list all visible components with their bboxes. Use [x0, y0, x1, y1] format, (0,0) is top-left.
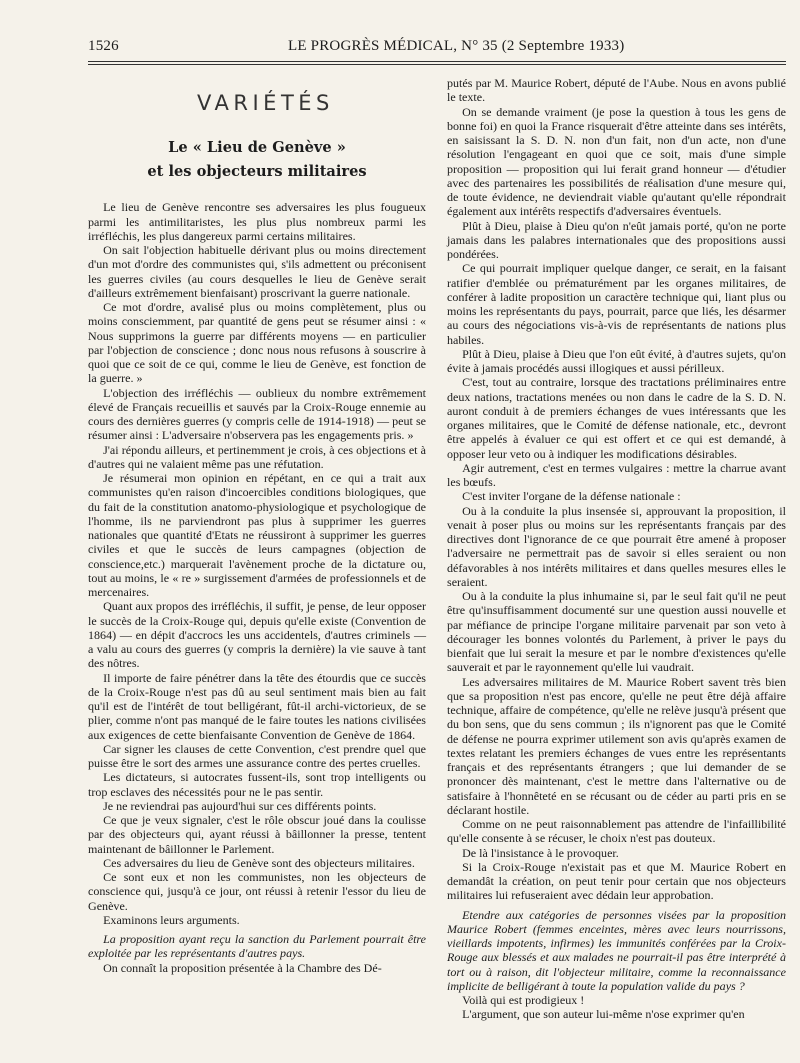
section-title: VARIÉTÉS — [197, 91, 334, 115]
paragraph: Ce mot d'ordre, avalisé plus ou moins complètement, plus ou moins consciemment, par quantité de gens peut se résumer ainsi : « Nous supprimons la guerre par différents moyens — en particulier par l'objection de conscience ; donc nous nous refusons à souscrire à quoi que ce soit de ce qui, comme le lieu de Genève, est fonction de la guerre. » — [88, 300, 426, 386]
paragraph: C'est inviter l'organe de la défense nationale : — [462, 489, 681, 504]
paragraph: Ou à la conduite la plus inhumaine si, par le seul fait qu'il ne peut être qu'insuffisamment documenté sur une question aussi nouvelle et par méfiance de principe l'organe militaire parvenait par son veto à décourager les bonnes volontés du Parlement, à priver le pays du bienfait que lui serait la mesure et par le nombre d'existences qu'elle sauverait et par le rayonnement qu'elle lui vaudrait. — [447, 589, 786, 675]
paragraph: Ou à la conduite la plus insensée si, approuvant la proposition, il venait à poser plus ou moins sur les représentants français par des directives dont l'ignorance de ce que pourrait être amené à proposer l'adversaire ne permettrait pas de savoir si elles seraient ou non défavorables à nos intérêts militaires et dans quelles mesures elles le seraient. — [447, 503, 786, 589]
paragraph: Etendre aux catégories de personnes visées par la proposition Maurice Robert (femmes enceintes, mères avec leurs nourrissons, vieillards impotents, infirmes) les immunités conférées par la Croix-Rouge aux blessés et aux malades ne pourrait-il pas être interprété à tort ou à raison, dit l'objecteur militaire, comme la reconnaissance implicite de belligérant à toute la population valide du pays ? — [447, 907, 786, 993]
paragraph: Ce que je veux signaler, c'est le rôle obscur joué dans la coulisse par des objecteurs qui, ayant réussi à bâillonner la presse, tentent maintenant de bâillonner le Parlement. — [88, 813, 426, 856]
page-number: 1526 — [88, 38, 119, 54]
paragraph: Plût à Dieu, plaise à Dieu qu'on n'eût jamais porté, qu'on ne porte jamais dans les palabres internationales que des propositions aussi pondérées. — [447, 218, 786, 261]
header-rule-bottom — [88, 64, 786, 65]
paragraph: Si la Croix-Rouge n'existait pas et que M. Maurice Robert en demandât la création, on peut tenir pour certain que nos objecteurs militaires lui refuseraient avec dédain leur approbation. — [447, 859, 786, 903]
paragraph: Ces adversaires du lieu de Genève sont des objecteurs militaires. — [103, 855, 415, 870]
article-title-line-2: et les objecteurs militaires — [147, 163, 367, 181]
paragraph: Agir autrement, c'est en termes vulgaires : mettre la charrue avant les bœufs. — [447, 460, 786, 489]
paragraph: Comme on ne peut raisonnablement pas attendre de l'infaillibilité qu'elle consente à se récuser, le choix n'est pas douteux. — [447, 817, 786, 846]
paragraph: Je résumerai mon opinion en répétant, en ce qui a trait aux communistes qu'en raison d'incoercibles conditions biologiques, que du fait de la constitution anatomo-physiologique et psychologique de l'homme, ils ne parviendront pas plus à supprimer les guerres nationales que quantité d'Etats ne réussiront à supprimer les guerres civiles et que le succès de leurs campagnes (objection de conscience,etc.) marquerait l'avènement proche de la dictature ou, tout au moins, le « re » surgissement d'armées de professionnels et de mercenaires. — [88, 471, 426, 599]
paragraph: Les adversaires militaires de M. Maurice Robert savent très bien que sa proposition n'est pas encore, qu'elle ne peut être déjà affaire technique, affaire de compétence, qu'elle ne relève jusqu'à présent que du bon sens, que du sens commun ; ils n'ignorent pas que le Comité de défense ne pourra exprimer utilement son avis qu'après examen de textes relatant les premiers échanges de vues entre les représentants français et des représentants étrangers ; que lui demander de se prononcer dès maintenant, c'est le mettre dans l'alternative ou de satisfaire à l'honnêteté en se récusant ou de céder au parti pris en se déclarant hostile. — [447, 674, 786, 817]
paragraph: L'argument, que son auteur lui-même n'ose exprimer qu'en — [462, 1007, 745, 1022]
article-title-line-1: Le « Lieu de Genève » — [168, 139, 346, 157]
paragraph: Le lieu de Genève rencontre ses adversaires les plus fougueux parmi les antimilitaristes, les plus plus nombreux parmi les irréfléchis, les plus dangereux parmi certains militaires. — [88, 200, 426, 243]
paragraph: Il importe de faire pénétrer dans la tête des étourdis que ce succès de la Croix-Rouge n'est pas dû au seul sentiment mais bien au fait qu'il est de l'intérêt de tout belligérant, fût-il archi-victorieux, de se plier, comme n'ont pas manqué de le faire toutes les nations civilisées aux exigences de cette bienfaisante Convention de Genève de 1864. — [88, 670, 426, 742]
paragraph: La proposition ayant reçu la sanction du Parlement pourrait être exploitée par les représentants d'autres pays. — [88, 932, 426, 961]
right-column — [447, 76, 786, 1022]
paragraph: C'est, tout au contraire, lorsque des tractations préliminaires entre deux nations, tractations menées ou non dans le cadre de la S. D. N. auront conduit à de premiers échanges de vues intéressants que les organes militaires, que le Comité de défense nationale, etc., devront être appelés à évaluer ce qui est offert et ce qui est demandé, à opposer leur veto ou à indiquer les modifications désirables. — [447, 375, 786, 461]
paragraph: De là l'insistance à le provoquer. — [462, 845, 619, 860]
journal-title: LE PROGRÈS MÉDICAL, N° 35 (2 Septembre 1933) — [288, 38, 625, 54]
paragraph: Les dictateurs, si autocrates fussent-ils, sont trop intelligents ou trop esclaves des nécessités pour ne le pas sentir. — [88, 770, 426, 799]
paragraph: On sait l'objection habituelle dérivant plus ou moins directement d'un mot d'ordre des communistes qui, s'ils admettent ou préconisent les guerres civiles (au cours desquelles le lieu de Genève serait d'ailleurs extrêmement bienfaisant) proscrivant la guerre nationale. — [88, 243, 426, 300]
paragraph: Ce sont eux et non les communistes, non les objecteurs de conscience qui, jusqu'à ce jour, ont réussi à retenir l'essor du lieu de Genève. — [88, 870, 426, 913]
paragraph: Plût à Dieu, plaise à Dieu que l'on eût évité, à d'autres sujets, qu'on évite à jamais procédés aussi illogiques et aussi périlleux. — [447, 346, 786, 375]
header-rule-top — [88, 61, 786, 62]
paragraph: Quant aux propos des irréfléchis, il suffit, je pense, de leur opposer le succès de la Croix-Rouge qui, depuis qu'elle existe (Convention de 1864) — en dépit d'accrocs les uns accidentels, d'autres criminels — a valu au cours des guerres (y compris la dernière) la vie sauve à tant des nôtres. — [88, 599, 427, 671]
paragraph: Examinons leurs arguments. — [103, 912, 240, 927]
paragraph: On connaît la proposition présentée à la Chambre des Dé- — [103, 960, 382, 975]
paragraph: Voilà qui est prodigieux ! — [462, 993, 585, 1007]
paragraph: On se demande vraiment (je pose la question à tous les gens de bonne foi) en quoi la France risquerait d'être atteinte dans ses intérêts, en saisissant la S. D. N. non d'un fait, non d'un acte, non d'une résolution l'engageant en quoi que ce soit, mais d'une simple proposition — proposition qui lui ferait grand honneur — d'étudier avec des partenaires les possibilités de réalisation d'une mesure qui, de toute évidence, ne deviendrait viable qu'autant qu'elle répondrait également aux intérêts respectifs d'adversaires éventuels. — [447, 104, 786, 219]
left-column — [88, 76, 426, 975]
running-head — [88, 38, 786, 60]
paragraph: J'ai répondu ailleurs, et pertinemment je crois, à ces objections et à d'autres qui ne valaient même pas une réfutation. — [88, 442, 426, 471]
paragraph: putés par M. Maurice Robert, député de l'Aube. Nous en avons publié le texte. — [447, 76, 786, 105]
paragraph: Car signer les clauses de cette Convention, c'est prendre quel que puisse être le sort des armes une assurance contre des pertes cruelles. — [88, 741, 426, 770]
paragraph: L'objection des irréfléchis — oublieux du nombre extrêmement élevé de Français recueillis et sauvés par la Croix-Rouge ennemie au cours des dernières guerres (y compris celle de 1914-1918) — peut se résumer ainsi : L'adversaire n'observera pas les engagements pris. » — [88, 385, 426, 443]
article-title — [88, 136, 426, 184]
paragraph: Je ne reviendrai pas aujourd'hui sur ces différents points. — [103, 798, 377, 813]
paragraph: Ce qui pourrait impliquer quelque danger, ce serait, en la faisant ratifier d'emblée ou prématurément par les organes militaires, de conférer à ladite proposition un caractère technique qui, liant plus ou moins les représentants du pays, pourrait, parce que liés, les désarmer au cours des négociations vis-à-vis de représentants de nations plus habiles. — [447, 261, 786, 347]
